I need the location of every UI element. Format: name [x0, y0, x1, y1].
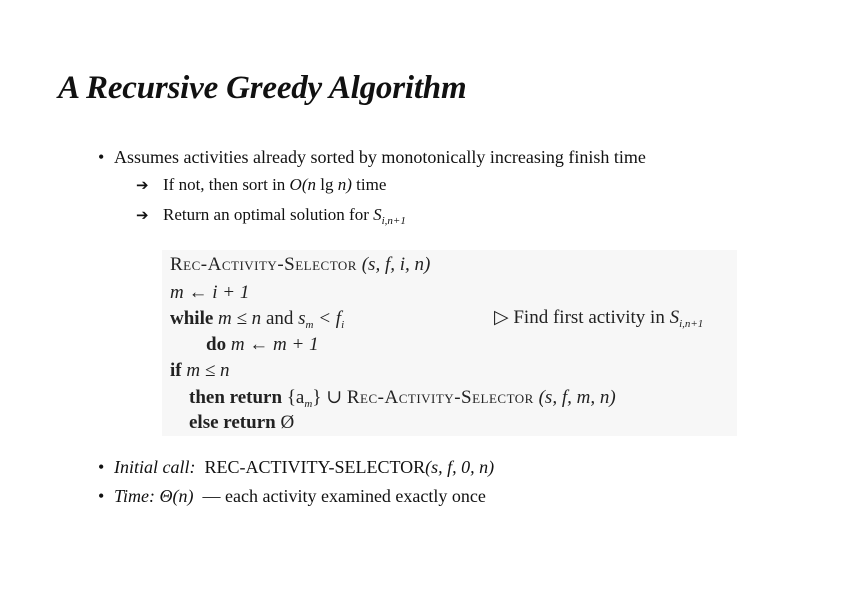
pc-comment	[494, 306, 703, 330]
formula-o: O(n	[289, 175, 321, 194]
sub-text: Return an optimal solution for	[163, 205, 374, 224]
kw-then-return: then return	[189, 387, 283, 408]
subbullet-return	[136, 205, 406, 227]
formula-lg: lg	[320, 175, 334, 194]
subbullet-sort	[136, 175, 386, 195]
bullet-dot: •	[98, 486, 105, 506]
pseudocode-figure	[162, 250, 737, 436]
cond-a: m ≤ n	[218, 308, 262, 329]
comment-text: ▷ Find first activity in	[494, 307, 670, 328]
cond-s: s	[298, 308, 306, 329]
sub-text: If not, then sort in	[163, 175, 290, 194]
proc-name: Rec-Activity-Selector	[170, 254, 357, 275]
assign-m: m ← i + 1	[170, 282, 250, 303]
initial-call-label: Initial call:	[114, 457, 196, 477]
time-text: — each activity examined exactly once	[202, 486, 486, 506]
bullet-time	[98, 486, 486, 507]
pc-line-1	[170, 254, 430, 276]
formula-n: n)	[333, 175, 352, 194]
pc-line-2	[170, 282, 249, 304]
pc-line-5	[170, 360, 230, 382]
bullet-text: Assumes activities already sorted by monotonically increasing finish time	[114, 147, 646, 167]
set-union: } ∪	[312, 387, 347, 408]
proc-args: (s, f, i, n)	[361, 254, 431, 275]
kw-else-return: else return	[189, 412, 276, 433]
arrow-icon: ➔	[136, 206, 149, 224]
pc-line-4	[206, 334, 319, 356]
pc-line-3	[170, 308, 344, 331]
empty-set: Ø	[280, 412, 295, 433]
kw-while: while	[170, 308, 214, 329]
time-label: Time:	[114, 486, 156, 506]
set-s: S	[373, 205, 382, 224]
bullet-dot: •	[98, 147, 105, 167]
increment-m: m ← m + 1	[230, 334, 319, 355]
initial-call-args: (s, f, 0, n)	[425, 457, 495, 477]
kw-do: do	[206, 334, 227, 355]
comment-s: S	[669, 307, 680, 328]
initial-call-name: REC-ACTIVITY-SELECTOR	[204, 457, 426, 477]
kw-if: if	[170, 360, 182, 381]
recursive-call: Rec-Activity-Selector	[346, 387, 534, 408]
recursive-args: (s, f, m, n)	[538, 387, 616, 408]
cond-f-sub: i	[341, 319, 345, 331]
kw-and: and	[265, 308, 294, 329]
arrow-icon: ➔	[136, 176, 149, 194]
set-subscript: i,n+1	[381, 215, 406, 227]
cond-f: < f	[313, 308, 342, 329]
comment-sub: i,n+1	[679, 318, 704, 330]
slide-title: A Recursive Greedy Algorithm	[58, 70, 467, 106]
set-sub: m	[304, 398, 313, 410]
cond-s-sub: m	[305, 319, 314, 331]
bullet-dot: •	[98, 457, 105, 477]
bullet-initial-call	[98, 457, 494, 478]
pc-line-7	[189, 412, 294, 434]
time-theta: Θ(n)	[159, 486, 194, 506]
if-cond: m ≤ n	[186, 360, 230, 381]
pc-line-6	[189, 386, 616, 410]
set-open: {a	[286, 387, 305, 408]
bullet-assumes-sorted	[98, 147, 646, 168]
sub-text-suffix: time	[351, 175, 387, 194]
